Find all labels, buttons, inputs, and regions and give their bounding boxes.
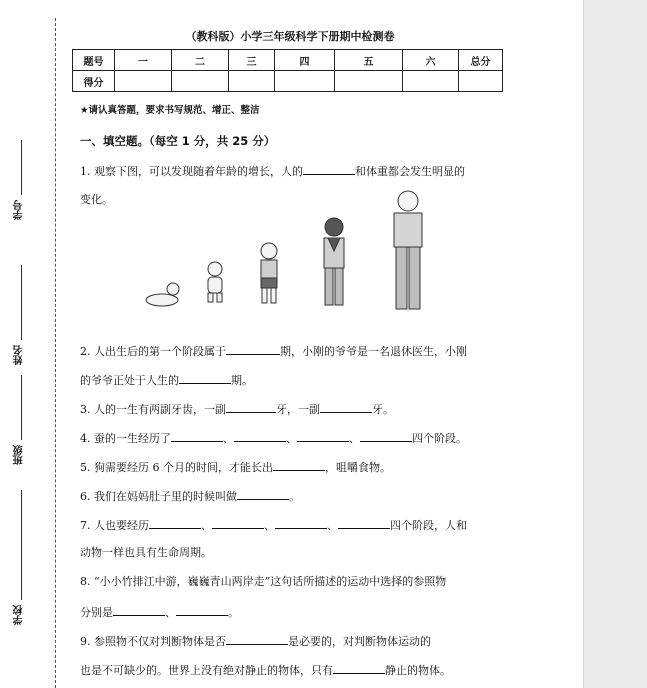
answer-blank[interactable] [297, 430, 349, 442]
school-label: 学校 [14, 605, 25, 625]
question-1: 1. 观察下图，可以发现随着年龄的增长，人的 和体重都会发生明显的 [80, 165, 465, 178]
header-cell: 题号 [73, 50, 115, 71]
question-7: 7. 人也要经历 、 、 、 四个阶段，人和 [80, 519, 467, 532]
header-cell: 四 [275, 50, 335, 71]
question-6: 6. 我们在妈妈肚子里的时候叫做 。 [80, 490, 300, 503]
header-cell: 一 [115, 50, 172, 71]
score-cell[interactable] [403, 71, 459, 92]
answer-blank[interactable] [234, 430, 286, 442]
page-title: （教科版）小学三年级科学下册期中检测卷 [185, 30, 395, 43]
header-cell: 总分 [459, 50, 503, 71]
answer-blank[interactable] [226, 633, 288, 645]
name-line [21, 265, 22, 340]
score-cell[interactable] [275, 71, 335, 92]
answer-blank[interactable] [333, 662, 385, 674]
answer-blank[interactable] [303, 163, 355, 175]
question-2: 2. 人出生后的第一个阶段属于 期，小刚的爷爷是一名退休医生，小刚 [80, 345, 467, 358]
score-cell[interactable] [172, 71, 229, 92]
question-8-cont: 分别是 、 。 [80, 606, 239, 619]
answer-blank[interactable] [320, 401, 372, 413]
answer-blank[interactable] [171, 430, 223, 442]
name-label: 姓名 [14, 345, 25, 365]
answer-blank[interactable] [338, 517, 390, 529]
side-panel [583, 0, 647, 688]
question-2-cont: 的爷爷正处于人生的 期。 [80, 374, 253, 387]
question-9: 9. 参照物不仅对判断物体是否 是必要的，对判断物体运动的 [80, 635, 431, 648]
question-9-cont: 也是不可缺少的。世界上没有绝对静止的物体，只有 静止的物体。 [80, 664, 451, 677]
score-cell[interactable] [335, 71, 403, 92]
score-cell[interactable] [115, 71, 172, 92]
question-8: 8. “小小竹排江中游，巍巍青山两岸走”这句话所描述的运动中选择的参照物 [80, 575, 447, 588]
score-table [72, 49, 503, 92]
answer-blank[interactable] [176, 604, 228, 616]
answer-blank[interactable] [179, 372, 231, 384]
score-cell[interactable] [229, 71, 275, 92]
question-7-cont: 动物一样也具有生命周期。 [80, 546, 212, 559]
section-heading: 一、填空题。（每空 1 分，共 25 分） [80, 134, 276, 148]
answer-blank[interactable] [149, 517, 201, 529]
score-table-header [73, 50, 503, 71]
header-cell: 三 [229, 50, 275, 71]
header-cell: 二 [172, 50, 229, 71]
school-line [21, 490, 22, 600]
answer-blank[interactable] [113, 604, 165, 616]
student-id-line [21, 140, 22, 195]
question-4: 4. 蚕的一生经历了 、 、 、 四个阶段。 [80, 432, 467, 445]
instructions: ★请认真答题，要求书写规范、增正、整洁 [80, 105, 260, 116]
question-3: 3. 人的一生有两副牙齿，一副 牙，一副 牙。 [80, 403, 394, 416]
class-line [21, 375, 22, 440]
score-table-row [73, 71, 503, 92]
score-cell[interactable] [459, 71, 503, 92]
answer-blank[interactable] [226, 401, 276, 413]
answer-blank[interactable] [360, 430, 412, 442]
answer-blank[interactable] [226, 343, 280, 355]
question-1-cont: 变化。 [80, 193, 113, 206]
student-id-label: 学号 [14, 200, 25, 220]
row-label: 得分 [73, 71, 115, 92]
binding-line [55, 18, 56, 688]
growth-stages-illustration [140, 185, 440, 320]
answer-blank[interactable] [273, 459, 325, 471]
class-label: 班级 [14, 445, 25, 465]
answer-blank[interactable] [212, 517, 264, 529]
question-5: 5. 狗需要经历 6 个月的时间，才能长出 ，咀嚼食物。 [80, 461, 391, 474]
header-cell: 五 [335, 50, 403, 71]
answer-blank[interactable] [275, 517, 327, 529]
header-cell: 六 [403, 50, 459, 71]
answer-blank[interactable] [237, 488, 289, 500]
